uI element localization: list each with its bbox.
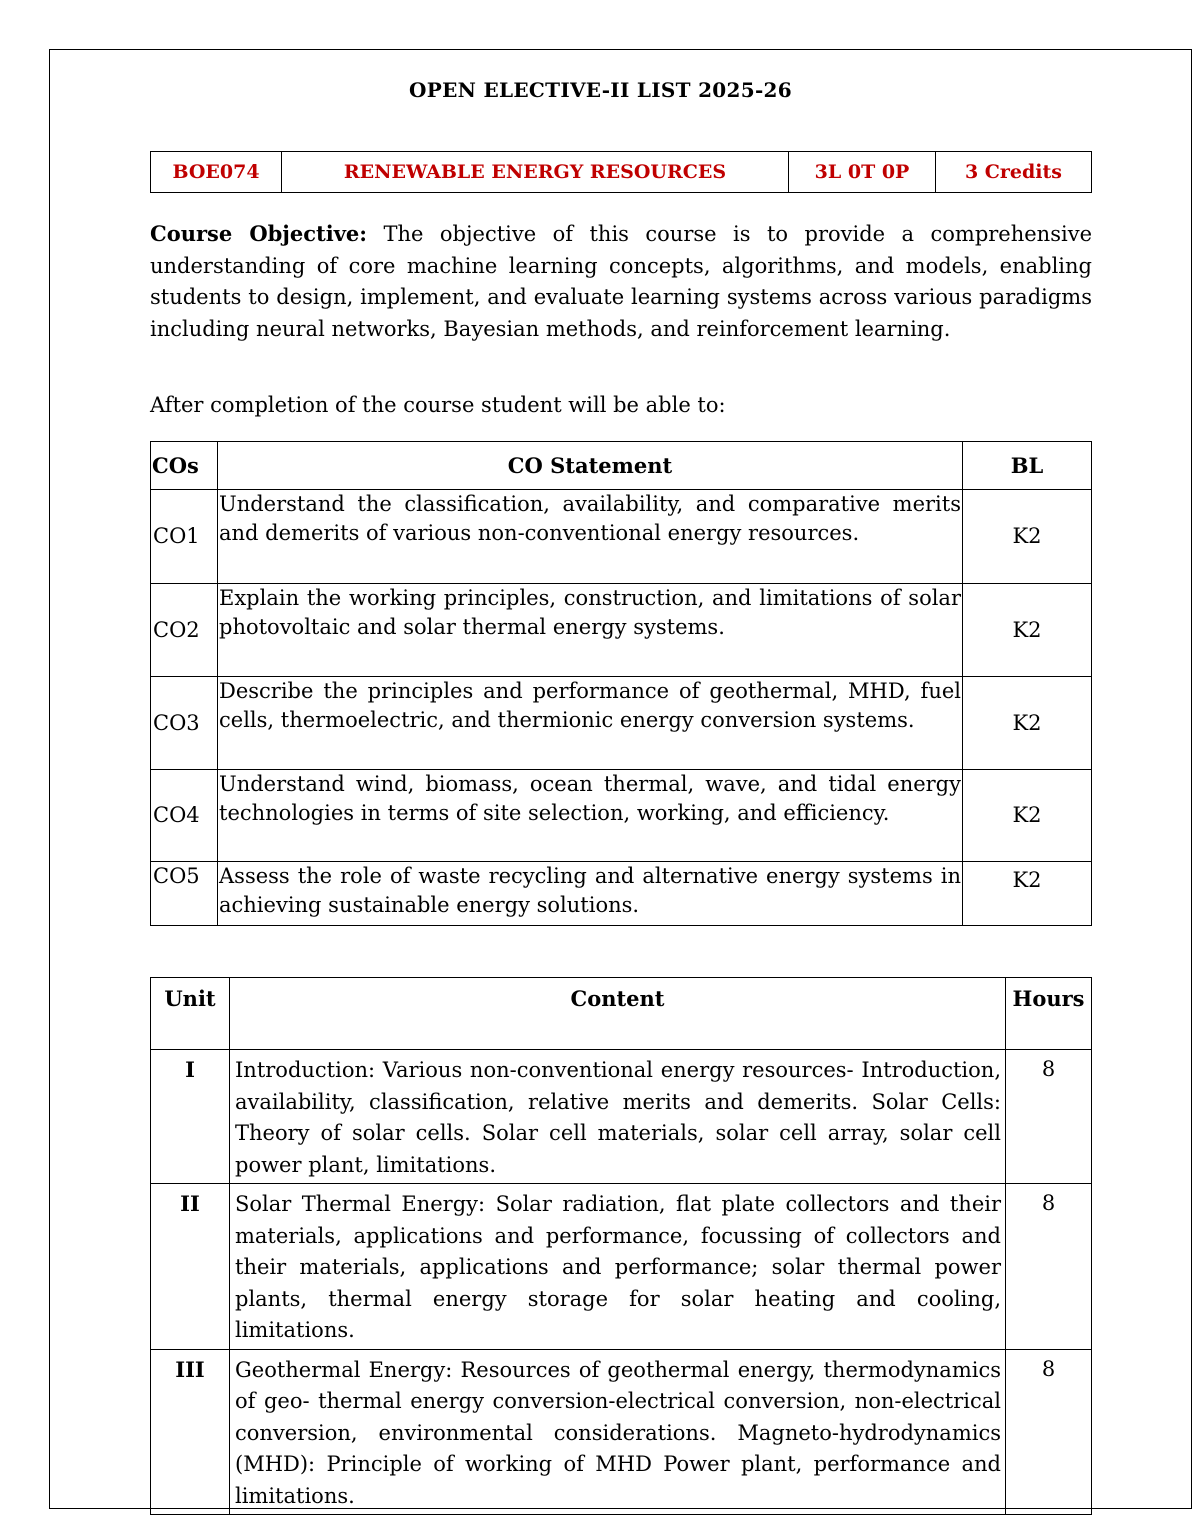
co-header-cos: COs	[151, 442, 218, 490]
co-bl: K2	[963, 584, 1092, 677]
after-completion-text: After completion of the course student will be able to:	[150, 393, 726, 417]
co-table	[150, 441, 1092, 926]
co-statement: Assess the role of waste recycling and alternative energy systems in achieving sustainable energy solutions.	[218, 862, 963, 926]
co-bl: K2	[963, 862, 1092, 926]
co-label: CO1	[151, 490, 218, 584]
co-header-bl: BL	[963, 442, 1092, 490]
course-code: BOE074	[151, 152, 282, 193]
co-label: CO4	[151, 770, 218, 862]
unit-hours: 8	[1006, 1349, 1092, 1515]
course-ltp: 3L 0T 0P	[789, 152, 936, 193]
co-statement: Understand the classification, availability, and comparative merits and demerits of various non-conventional energy resources.	[218, 490, 963, 584]
co-row	[151, 770, 1092, 862]
unit-row	[151, 1050, 1092, 1184]
unit-header-content: Content	[230, 978, 1006, 1050]
unit-content: Geothermal Energy: Resources of geothermal energy, thermodynamics of geo- thermal energy conversion-electrical conversion, non-electrical conversion, environmental considerations. Magneto-hydrodynamics (MHD): Principle of working of MHD Power plant, performance and limitations.	[230, 1349, 1006, 1515]
unit-hours: 8	[1006, 1184, 1092, 1350]
unit-table	[150, 977, 1092, 1515]
co-statement: Understand wind, biomass, ocean thermal, wave, and tidal energy technologies in terms of site selection, working, and efficiency.	[218, 770, 963, 862]
unit-number: I	[151, 1050, 230, 1184]
co-bl: K2	[963, 490, 1092, 584]
co-label: CO2	[151, 584, 218, 677]
co-bl: K2	[963, 770, 1092, 862]
unit-row	[151, 1349, 1092, 1515]
co-table-header	[151, 442, 1092, 490]
co-row	[151, 490, 1092, 584]
co-header-statement: CO Statement	[218, 442, 963, 490]
unit-content: Solar Thermal Energy: Solar radiation, flat plate collectors and their materials, applications and performance, focussing of collectors and their materials, applications and performance; solar thermal power plants, thermal energy storage for solar heating and cooling, limitations.	[230, 1184, 1006, 1350]
unit-row	[151, 1184, 1092, 1350]
co-bl: K2	[963, 677, 1092, 770]
co-label: CO5	[151, 862, 218, 926]
unit-number: II	[151, 1184, 230, 1350]
unit-hours: 8	[1006, 1050, 1092, 1184]
course-header-table	[150, 151, 1092, 193]
co-row	[151, 862, 1092, 926]
co-row	[151, 584, 1092, 677]
co-statement: Explain the working principles, construction, and limitations of solar photovoltaic and solar thermal energy systems.	[218, 584, 963, 677]
objective-text: The objective of this course is to provide a comprehensive understanding of core machine learning concepts, algorithms, and models, enabling students to design, implement, and evaluate learning systems across various paradigms including neural networks, Bayesian methods, and reinforcement learning.	[150, 222, 1092, 341]
unit-header-hours: Hours	[1006, 978, 1092, 1050]
co-statement: Describe the principles and performance of geothermal, MHD, fuel cells, thermoelectric, and thermionic energy conversion systems.	[218, 677, 963, 770]
course-credits: 3 Credits	[936, 152, 1092, 193]
unit-number: III	[151, 1349, 230, 1515]
course-objective	[150, 218, 1092, 345]
course-name: RENEWABLE ENERGY RESOURCES	[282, 152, 789, 193]
co-label: CO3	[151, 677, 218, 770]
page-title: OPEN ELECTIVE-II LIST 2025-26	[409, 78, 792, 102]
unit-table-header	[151, 978, 1092, 1050]
unit-content: Introduction: Various non-conventional energy resources- Introduction, availability, classification, relative merits and demerits. Solar Cells: Theory of solar cells. Solar cell materials, solar cell array, solar cell power plant, limitations.	[230, 1050, 1006, 1184]
unit-header-unit: Unit	[151, 978, 230, 1050]
objective-label: Course Objective:	[150, 221, 368, 246]
co-row	[151, 677, 1092, 770]
